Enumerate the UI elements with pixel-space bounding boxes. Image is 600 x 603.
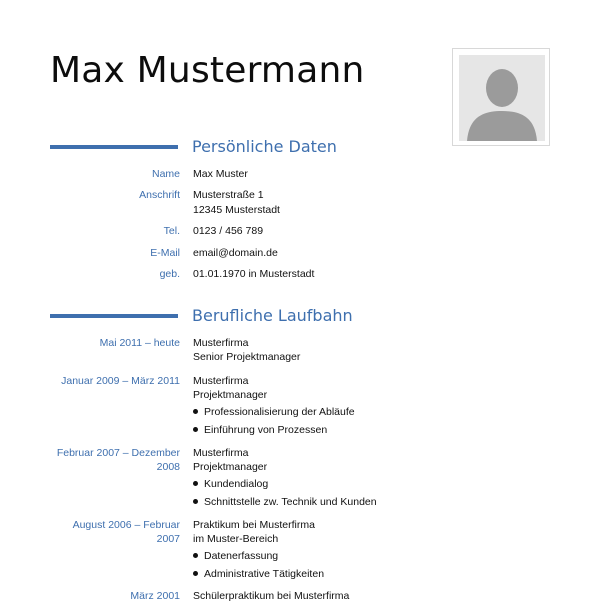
career-bullet-text: Professionalisierung der Abläufe <box>204 406 355 418</box>
career-company: Musterfirma <box>193 337 249 349</box>
career-role: Senior Projektmanager <box>193 351 301 363</box>
career-role: im Muster-Bereich <box>193 533 279 545</box>
career-company: Musterfirma <box>193 447 249 459</box>
birth-label: geb. <box>159 268 180 280</box>
bullet-dot-icon <box>193 553 198 558</box>
bullet-dot-icon <box>193 409 198 414</box>
career-bullet <box>193 549 278 563</box>
section-divider-personal <box>50 145 178 149</box>
address-label: Anschrift <box>139 189 180 201</box>
section-divider-career <box>50 314 178 318</box>
career-bullet <box>193 423 327 437</box>
career-bullet <box>193 477 268 491</box>
career-bullet <box>193 495 377 509</box>
career-date: Januar 2009 – März 2011 <box>61 375 180 387</box>
address-line2: 12345 Musterstadt <box>193 204 280 216</box>
career-bullet-text: Einführung von Prozessen <box>204 424 328 436</box>
career-company: Praktikum bei Musterfirma <box>193 519 315 531</box>
career-date-line1: Februar 2007 – Dezember <box>56 447 180 459</box>
career-company: Musterfirma <box>193 375 249 387</box>
email-label: E-Mail <box>150 247 180 259</box>
career-date-line2: 2007 <box>156 533 180 545</box>
career-bullet-text: Administrative Tätigkeiten <box>204 568 325 580</box>
career-date-line1: August 2006 – Februar <box>72 519 180 531</box>
profile-photo <box>452 48 550 146</box>
career-bullet-text: Kundendialog <box>204 478 269 490</box>
section-title-career: Berufliche Laufbahn <box>192 306 353 325</box>
birth-value: 01.01.1970 in Musterstadt <box>193 268 315 280</box>
career-role: Projektmanager <box>193 389 268 401</box>
career-bullet-text: Datenerfassung <box>204 550 279 562</box>
address-line1: Musterstraße 1 <box>193 189 264 201</box>
phone-label: Tel. <box>163 225 180 237</box>
bullet-dot-icon <box>193 571 198 576</box>
career-date: März 2001 <box>130 590 180 602</box>
career-bullet <box>193 405 355 419</box>
person-silhouette-icon <box>459 55 545 141</box>
bullet-dot-icon <box>193 427 198 432</box>
phone-value: 0123 / 456 789 <box>193 225 264 237</box>
career-date: Mai 2011 – heute <box>99 337 180 349</box>
name-value: Max Muster <box>193 168 248 180</box>
candidate-name: Max Mustermann <box>50 50 365 91</box>
section-title-personal: Persönliche Daten <box>192 137 337 156</box>
career-bullet-text: Schnittstelle zw. Technik und Kunden <box>204 496 377 508</box>
career-company: Schülerpraktikum bei Musterfirma <box>193 590 350 602</box>
career-date-line2: 2008 <box>156 461 180 473</box>
career-bullet <box>193 567 324 581</box>
email-value: email@domain.de <box>193 247 278 259</box>
career-role: Projektmanager <box>193 461 268 473</box>
name-label: Name <box>151 168 180 180</box>
bullet-dot-icon <box>193 499 198 504</box>
bullet-dot-icon <box>193 481 198 486</box>
